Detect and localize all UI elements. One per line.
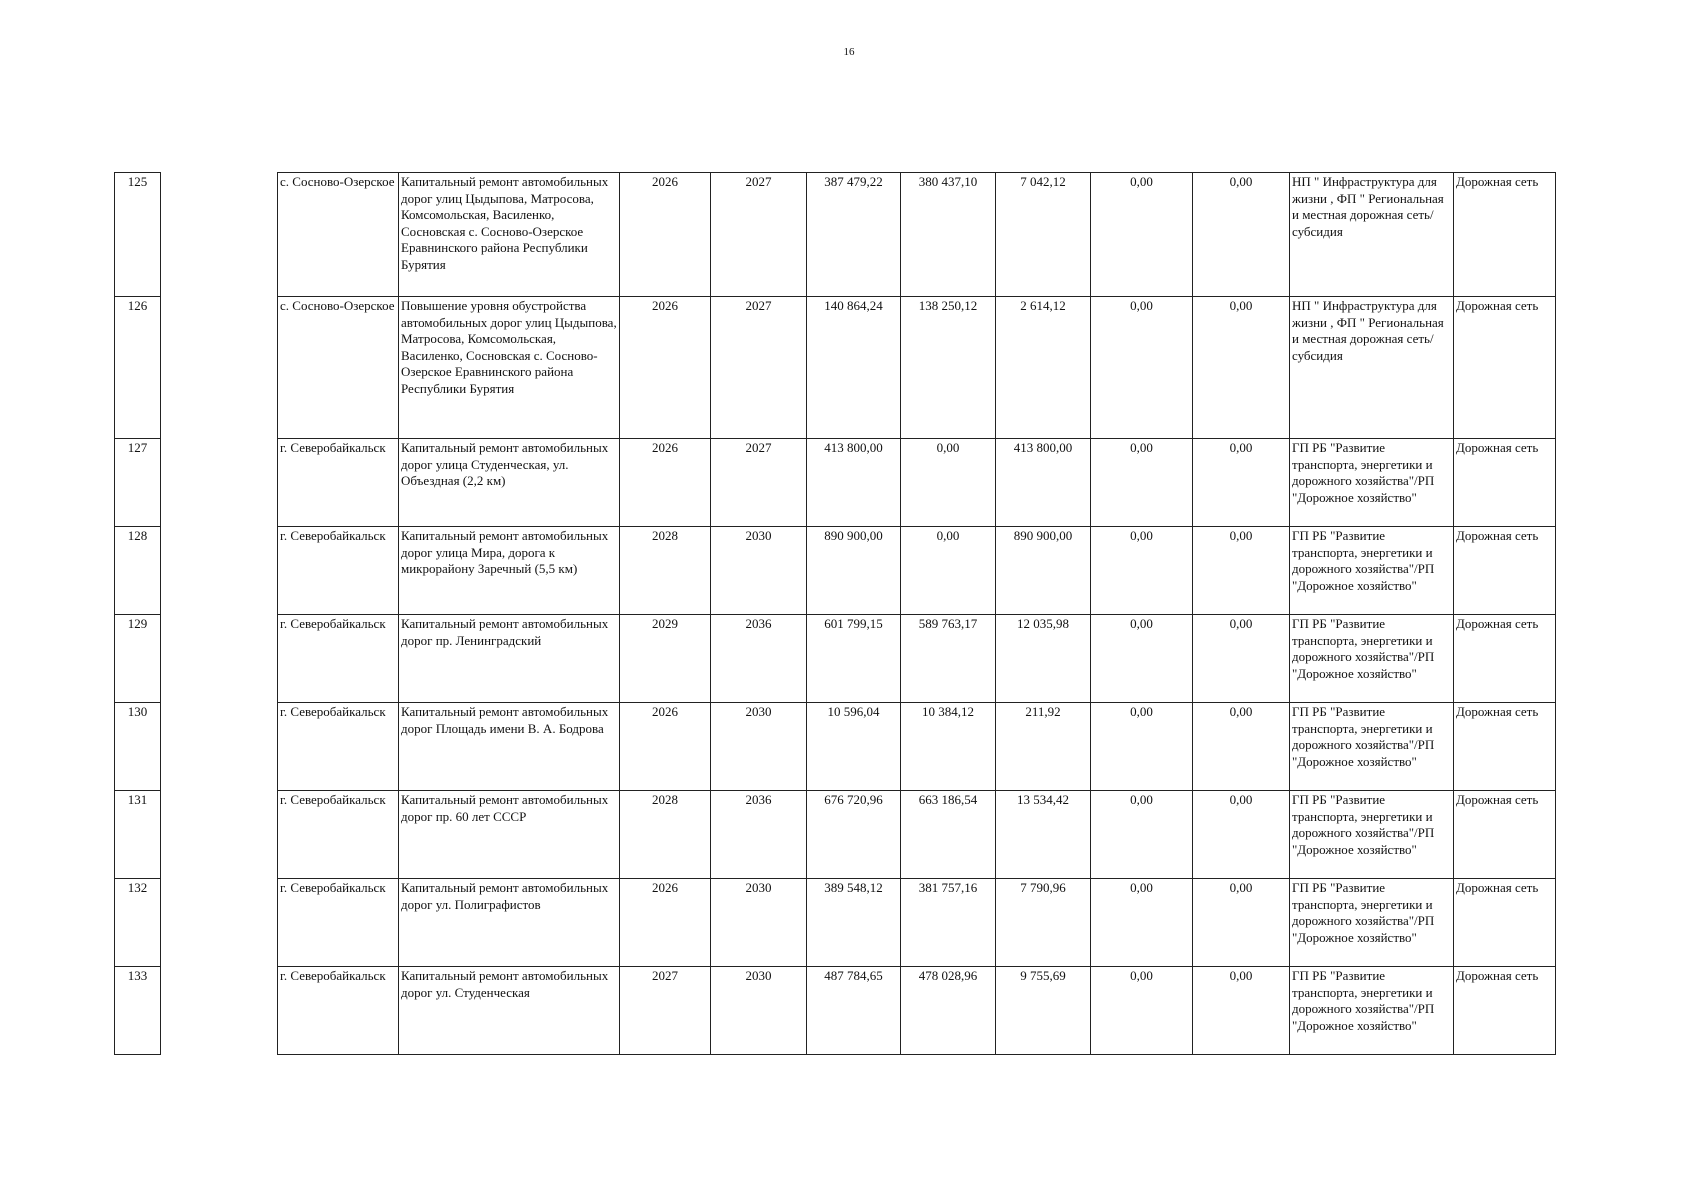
description-cell: Капитальный ремонт автомобильных дорог пр. Ленинградский	[399, 615, 620, 703]
locality-cell: г. Северобайкальск	[278, 879, 399, 967]
row-gap	[161, 791, 278, 879]
category-cell: Дорожная сеть	[1454, 967, 1556, 1055]
program-cell: ГП РБ "Развитие транспорта, энергетики и дорожного хозяйства"/РП "Дорожное хозяйство"	[1290, 439, 1454, 527]
total-cost-cell: 389 548,12	[807, 879, 901, 967]
total-cost-cell: 387 479,22	[807, 173, 901, 297]
republic-budget-cell: 2 614,12	[996, 297, 1091, 439]
row-gap	[161, 703, 278, 791]
row-gap	[161, 615, 278, 703]
row-number: 131	[115, 791, 161, 879]
start-year-cell: 2028	[620, 527, 711, 615]
locality-cell: г. Северобайкальск	[278, 703, 399, 791]
other-sources-cell: 0,00	[1193, 879, 1290, 967]
table-row	[115, 967, 1556, 1055]
total-cost-cell: 676 720,96	[807, 791, 901, 879]
end-year-cell: 2030	[711, 967, 807, 1055]
start-year-cell: 2026	[620, 439, 711, 527]
start-year-cell: 2029	[620, 615, 711, 703]
row-number: 130	[115, 703, 161, 791]
row-number: 128	[115, 527, 161, 615]
description-cell: Капитальный ремонт автомобильных дорог улица Мира, дорога к микрорайону Заречный (5,5 км)	[399, 527, 620, 615]
other-sources-cell: 0,00	[1193, 439, 1290, 527]
description-cell: Капитальный ремонт автомобильных дорог ул. Студенческая	[399, 967, 620, 1055]
other-sources-cell: 0,00	[1193, 967, 1290, 1055]
description-cell: Повышение уровня обустройства автомобильных дорог улиц Цыдыпова, Матросова, Комсомольская, Василенко, Сосновская с. Сосново-Озерское Еравнинского района Республики Бурятия	[399, 297, 620, 439]
locality-cell: с. Сосново-Озерское	[278, 297, 399, 439]
row-number: 133	[115, 967, 161, 1055]
municipal-budget-cell: 0,00	[1091, 439, 1193, 527]
category-cell: Дорожная сеть	[1454, 439, 1556, 527]
description-cell: Капитальный ремонт автомобильных дорог пр. 60 лет СССР	[399, 791, 620, 879]
municipal-budget-cell: 0,00	[1091, 615, 1193, 703]
total-cost-cell: 10 596,04	[807, 703, 901, 791]
other-sources-cell: 0,00	[1193, 791, 1290, 879]
republic-budget-cell: 413 800,00	[996, 439, 1091, 527]
municipal-budget-cell: 0,00	[1091, 967, 1193, 1055]
end-year-cell: 2027	[711, 439, 807, 527]
republic-budget-cell: 7 042,12	[996, 173, 1091, 297]
program-cell: ГП РБ "Развитие транспорта, энергетики и дорожного хозяйства"/РП "Дорожное хозяйство"	[1290, 967, 1454, 1055]
row-gap	[161, 173, 278, 297]
row-gap	[161, 297, 278, 439]
start-year-cell: 2027	[620, 967, 711, 1055]
locality-cell: г. Северобайкальск	[278, 791, 399, 879]
end-year-cell: 2030	[711, 879, 807, 967]
projects-table	[114, 172, 1556, 1055]
end-year-cell: 2027	[711, 173, 807, 297]
category-cell: Дорожная сеть	[1454, 173, 1556, 297]
row-number: 125	[115, 173, 161, 297]
republic-budget-cell: 7 790,96	[996, 879, 1091, 967]
locality-cell: с. Сосново-Озерское	[278, 173, 399, 297]
program-cell: ГП РБ "Развитие транспорта, энергетики и дорожного хозяйства"/РП "Дорожное хозяйство"	[1290, 615, 1454, 703]
federal-budget-cell: 10 384,12	[901, 703, 996, 791]
row-number: 132	[115, 879, 161, 967]
program-cell: ГП РБ "Развитие транспорта, энергетики и дорожного хозяйства"/РП "Дорожное хозяйство"	[1290, 527, 1454, 615]
republic-budget-cell: 13 534,42	[996, 791, 1091, 879]
other-sources-cell: 0,00	[1193, 297, 1290, 439]
category-cell: Дорожная сеть	[1454, 527, 1556, 615]
description-cell: Капитальный ремонт автомобильных дорог улица Студенческая, ул. Объездная (2,2 км)	[399, 439, 620, 527]
description-cell: Капитальный ремонт автомобильных дорог ул. Полиграфистов	[399, 879, 620, 967]
program-cell: ГП РБ "Развитие транспорта, энергетики и дорожного хозяйства"/РП "Дорожное хозяйство"	[1290, 703, 1454, 791]
row-number: 127	[115, 439, 161, 527]
category-cell: Дорожная сеть	[1454, 615, 1556, 703]
federal-budget-cell: 663 186,54	[901, 791, 996, 879]
row-gap	[161, 439, 278, 527]
description-cell: Капитальный ремонт автомобильных дорог улиц Цыдыпова, Матросова, Комсомольская, Василенко, Сосновская с. Сосново-Озерское Еравнинского района Республики Бурятия	[399, 173, 620, 297]
end-year-cell: 2036	[711, 791, 807, 879]
category-cell: Дорожная сеть	[1454, 703, 1556, 791]
other-sources-cell: 0,00	[1193, 703, 1290, 791]
table-row	[115, 879, 1556, 967]
municipal-budget-cell: 0,00	[1091, 791, 1193, 879]
table-row	[115, 615, 1556, 703]
table-row	[115, 703, 1556, 791]
table-row	[115, 173, 1556, 297]
category-cell: Дорожная сеть	[1454, 297, 1556, 439]
row-gap	[161, 879, 278, 967]
federal-budget-cell: 380 437,10	[901, 173, 996, 297]
row-number: 129	[115, 615, 161, 703]
description-cell: Капитальный ремонт автомобильных дорог Площадь имени В. А. Бодрова	[399, 703, 620, 791]
locality-cell: г. Северобайкальск	[278, 439, 399, 527]
program-cell: НП " Инфраструктура для жизни , ФП " Региональная и местная дорожная сеть/субсидия	[1290, 297, 1454, 439]
program-cell: НП " Инфраструктура для жизни , ФП " Региональная и местная дорожная сеть/субсидия	[1290, 173, 1454, 297]
republic-budget-cell: 9 755,69	[996, 967, 1091, 1055]
end-year-cell: 2030	[711, 527, 807, 615]
republic-budget-cell: 211,92	[996, 703, 1091, 791]
municipal-budget-cell: 0,00	[1091, 879, 1193, 967]
table-row	[115, 791, 1556, 879]
federal-budget-cell: 138 250,12	[901, 297, 996, 439]
total-cost-cell: 140 864,24	[807, 297, 901, 439]
start-year-cell: 2028	[620, 791, 711, 879]
start-year-cell: 2026	[620, 173, 711, 297]
program-cell: ГП РБ "Развитие транспорта, энергетики и дорожного хозяйства"/РП "Дорожное хозяйство"	[1290, 791, 1454, 879]
row-gap	[161, 967, 278, 1055]
municipal-budget-cell: 0,00	[1091, 527, 1193, 615]
end-year-cell: 2027	[711, 297, 807, 439]
category-cell: Дорожная сеть	[1454, 791, 1556, 879]
start-year-cell: 2026	[620, 879, 711, 967]
start-year-cell: 2026	[620, 297, 711, 439]
republic-budget-cell: 12 035,98	[996, 615, 1091, 703]
table-row	[115, 439, 1556, 527]
other-sources-cell: 0,00	[1193, 527, 1290, 615]
total-cost-cell: 601 799,15	[807, 615, 901, 703]
total-cost-cell: 413 800,00	[807, 439, 901, 527]
end-year-cell: 2030	[711, 703, 807, 791]
other-sources-cell: 0,00	[1193, 615, 1290, 703]
table-row	[115, 527, 1556, 615]
federal-budget-cell: 0,00	[901, 527, 996, 615]
table-body	[115, 173, 1556, 1055]
municipal-budget-cell: 0,00	[1091, 173, 1193, 297]
federal-budget-cell: 381 757,16	[901, 879, 996, 967]
total-cost-cell: 487 784,65	[807, 967, 901, 1055]
total-cost-cell: 890 900,00	[807, 527, 901, 615]
republic-budget-cell: 890 900,00	[996, 527, 1091, 615]
row-number: 126	[115, 297, 161, 439]
table-row	[115, 297, 1556, 439]
municipal-budget-cell: 0,00	[1091, 703, 1193, 791]
program-cell: ГП РБ "Развитие транспорта, энергетики и дорожного хозяйства"/РП "Дорожное хозяйство"	[1290, 879, 1454, 967]
page-number: 16	[843, 46, 855, 58]
end-year-cell: 2036	[711, 615, 807, 703]
federal-budget-cell: 0,00	[901, 439, 996, 527]
municipal-budget-cell: 0,00	[1091, 297, 1193, 439]
other-sources-cell: 0,00	[1193, 173, 1290, 297]
locality-cell: г. Северобайкальск	[278, 967, 399, 1055]
category-cell: Дорожная сеть	[1454, 879, 1556, 967]
start-year-cell: 2026	[620, 703, 711, 791]
locality-cell: г. Северобайкальск	[278, 615, 399, 703]
row-gap	[161, 527, 278, 615]
federal-budget-cell: 589 763,17	[901, 615, 996, 703]
federal-budget-cell: 478 028,96	[901, 967, 996, 1055]
locality-cell: г. Северобайкальск	[278, 527, 399, 615]
